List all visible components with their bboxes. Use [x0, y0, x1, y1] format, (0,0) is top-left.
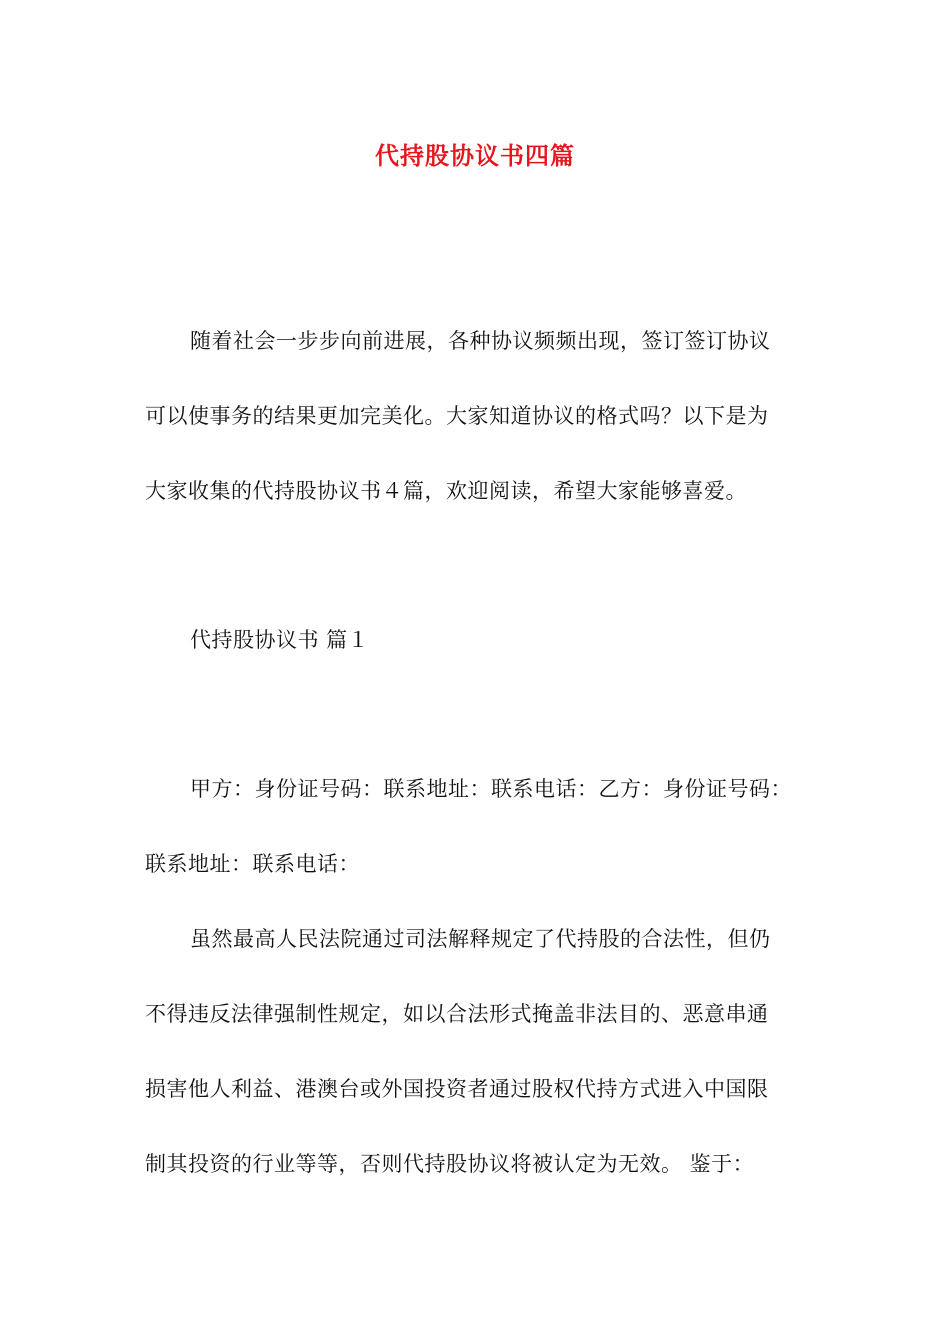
body-line-1: 虽然最高人民法院通过司法解释规定了代持股的合法性，但仍: [190, 927, 771, 951]
intro-line-3: 大家收集的代持股协议书４篇，欢迎阅读，希望大家能够喜爱。: [145, 479, 747, 503]
parties-line-1: 甲方：身份证号码：联系地址：联系电话：乙方：身份证号码：: [190, 777, 792, 801]
body-line-2: 不得违反法律强制性规定，如以合法形式掩盖非法目的、恶意串通: [145, 1002, 769, 1026]
section-heading: 代持股协议书 篇１: [190, 628, 370, 652]
intro-line-2: 可以使事务的结果更加完美化。大家知道协议的格式吗？以下是为: [145, 404, 769, 428]
intro-line-1: 随着社会一步步向前进展，各种协议频频出现，签订签订协议: [190, 329, 771, 353]
body-line-4: 制其投资的行业等等，否则代持股协议将被认定为无效。 鉴于：: [145, 1152, 755, 1176]
document-title: 代持股协议书四篇: [375, 141, 575, 170]
body-line-3: 损害他人利益、港澳台或外国投资者通过股权代持方式进入中国限: [145, 1077, 769, 1101]
parties-line-2: 联系地址：联系电话：: [145, 852, 360, 876]
